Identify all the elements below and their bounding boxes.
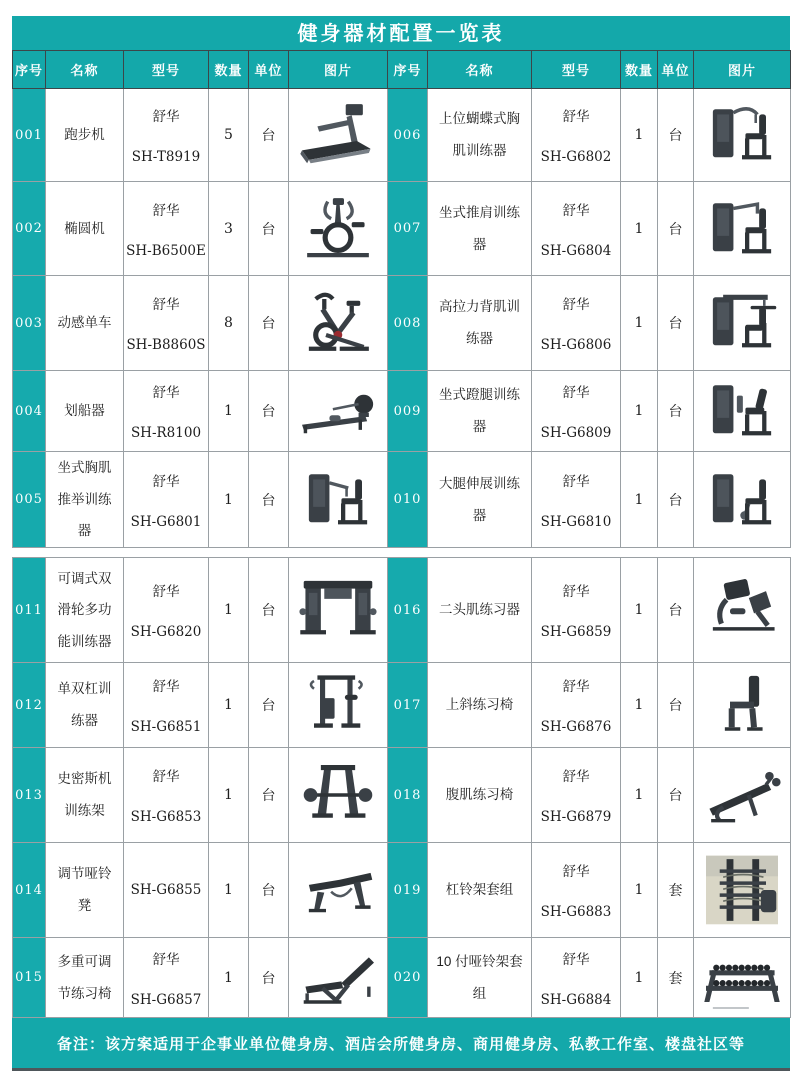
unit-value: 台 <box>249 558 289 663</box>
row-serial: 015 <box>13 938 46 1018</box>
table-row <box>13 748 791 843</box>
equipment-model-cell <box>124 371 209 452</box>
equipment-photo-cell <box>694 89 791 182</box>
model-stack <box>124 882 208 898</box>
equipment-table-bottom <box>12 557 791 1018</box>
equipment-photo-cell <box>694 938 791 1018</box>
equipment-name: 史密斯机训练架 <box>46 748 124 843</box>
equipment-model-cell <box>532 558 621 663</box>
unit-value: 套 <box>658 843 694 938</box>
model-stack <box>124 765 208 825</box>
column-header-left-1: 名称 <box>46 51 124 89</box>
unit-value: 台 <box>249 371 289 452</box>
equipment-name: 二头肌练习器 <box>428 558 532 663</box>
model-stack <box>124 199 208 259</box>
equipment-photo-cell <box>289 748 388 843</box>
equipment-model-cell <box>532 843 621 938</box>
model-number: SH-G6809 <box>540 425 612 441</box>
chest-press-machine-photo <box>290 464 386 536</box>
column-header-right-3: 数量 <box>621 51 658 89</box>
equipment-model-cell <box>532 276 621 371</box>
equipment-model-cell <box>124 748 209 843</box>
model-stack <box>532 948 620 1008</box>
equipment-model-cell <box>124 276 209 371</box>
brand-name: 舒华 <box>152 297 180 312</box>
treadmill-photo <box>290 99 386 171</box>
table-row <box>13 843 791 938</box>
row-serial: 019 <box>388 843 428 938</box>
column-header-left-3: 数量 <box>209 51 249 89</box>
column-header-left-5: 图片 <box>289 51 388 89</box>
equipment-model-cell <box>532 748 621 843</box>
rowing-machine-photo <box>290 375 386 447</box>
unit-value: 台 <box>658 558 694 663</box>
unit-value: 台 <box>658 182 694 276</box>
equipment-photo-cell <box>289 89 388 182</box>
model-stack <box>124 105 208 165</box>
row-serial: 009 <box>388 371 428 452</box>
spin-bike-photo <box>290 287 386 359</box>
model-stack <box>532 293 620 353</box>
model-number: SH-G6884 <box>540 991 612 1008</box>
unit-value: 台 <box>249 843 289 938</box>
row-serial: 004 <box>13 371 46 452</box>
row-serial: 003 <box>13 276 46 371</box>
model-number: SH-T8919 <box>131 149 201 165</box>
equipment-photo-cell <box>289 182 388 276</box>
brand-name: 舒华 <box>152 109 180 124</box>
brand-name: 舒华 <box>562 109 590 124</box>
column-header-left-0: 序号 <box>13 51 46 89</box>
model-number: SH-G6802 <box>540 149 612 165</box>
row-serial: 001 <box>13 89 46 182</box>
equipment-photo-cell <box>289 663 388 748</box>
table-row <box>13 938 791 1018</box>
equipment-model-cell <box>532 452 621 548</box>
equipment-name: 单双杠训练器 <box>46 663 124 748</box>
brand-name: 舒华 <box>152 951 180 967</box>
quantity-value: 1 <box>621 663 658 748</box>
model-number: SH-G6851 <box>130 719 202 736</box>
equipment-name: 10 付哑铃架套组 <box>428 938 532 1018</box>
equipment-name: 坐式蹬腿训练器 <box>428 371 532 452</box>
equipment-photo-cell <box>289 938 388 1018</box>
equipment-photo-cell <box>289 558 388 663</box>
quantity-value: 1 <box>209 843 249 938</box>
row-serial: 011 <box>13 558 46 663</box>
model-stack <box>532 105 620 165</box>
brand-name: 舒华 <box>562 584 590 600</box>
equipment-model-cell <box>532 89 621 182</box>
model-number: SH-G6804 <box>540 242 612 259</box>
equipment-photo-cell <box>694 748 791 843</box>
model-number: SH-G6855 <box>130 882 202 899</box>
quantity-value: 1 <box>621 558 658 663</box>
equipment-photo-cell <box>694 371 791 452</box>
table-row <box>13 276 791 371</box>
functional-trainer-photo <box>290 574 386 646</box>
model-number: SH-G6883 <box>540 904 612 921</box>
column-header-right-1: 名称 <box>428 51 532 89</box>
brand-name: 舒华 <box>152 769 180 785</box>
unit-value: 台 <box>658 89 694 182</box>
model-number: SH-G6879 <box>540 809 612 826</box>
model-number: SH-R8100 <box>130 425 202 441</box>
equipment-name: 上位蝴蝶式胸肌训练器 <box>428 89 532 182</box>
preacher-curl-bench-photo <box>695 574 789 646</box>
equipment-name: 坐式推肩训练器 <box>428 182 532 276</box>
equipment-model-cell <box>124 938 209 1018</box>
pec-fly-machine-photo <box>695 99 789 171</box>
brand-name: 舒华 <box>562 473 590 489</box>
quantity-value: 1 <box>621 276 658 371</box>
quantity-value: 1 <box>621 938 658 1018</box>
remarks-note: 备注：该方案适用于企事业单位健身房、酒店会所健身房、商用健身房、私教工作室、楼盘社区等 <box>12 1018 790 1071</box>
equipment-photo-cell <box>289 843 388 938</box>
unit-value: 台 <box>249 182 289 276</box>
equipment-model-cell <box>124 182 209 276</box>
column-header-row <box>13 51 791 89</box>
lat-pulldown-machine-photo <box>695 287 789 359</box>
equipment-photo-cell <box>694 452 791 548</box>
equipment-model-cell <box>532 371 621 452</box>
table-row <box>13 371 791 452</box>
equipment-model-cell <box>124 558 209 663</box>
elliptical-photo <box>290 193 386 265</box>
unit-value: 台 <box>249 276 289 371</box>
brand-name: 舒华 <box>562 864 590 880</box>
row-serial: 008 <box>388 276 428 371</box>
table-row <box>13 558 791 663</box>
quantity-value: 1 <box>621 371 658 452</box>
model-stack <box>532 860 620 920</box>
quantity-value: 1 <box>209 558 249 663</box>
unit-value: 台 <box>658 371 694 452</box>
equipment-name: 跑步机 <box>46 89 124 182</box>
model-stack <box>532 675 620 735</box>
model-number: SH-G6810 <box>540 513 612 530</box>
shoulder-press-machine-photo <box>695 193 789 265</box>
equipment-name: 高拉力背肌训练器 <box>428 276 532 371</box>
brand-name: 舒华 <box>562 769 590 785</box>
leg-extension-machine-photo <box>695 464 789 536</box>
equipment-model-cell <box>124 663 209 748</box>
quantity-value: 8 <box>209 276 249 371</box>
equipment-model-cell <box>532 663 621 748</box>
unit-value: 台 <box>658 748 694 843</box>
model-stack <box>532 765 620 825</box>
column-header-right-4: 单位 <box>658 51 694 89</box>
equipment-name: 椭圆机 <box>46 182 124 276</box>
ab-bench-photo <box>695 759 789 831</box>
row-serial: 017 <box>388 663 428 748</box>
equipment-photo-cell <box>289 452 388 548</box>
equipment-model-cell <box>124 89 209 182</box>
table-row <box>13 182 791 276</box>
equipment-model-cell <box>532 938 621 1018</box>
quantity-value: 1 <box>621 748 658 843</box>
brand-name: 舒华 <box>562 385 590 400</box>
brand-name: 舒华 <box>152 385 180 400</box>
model-number: SH-G6857 <box>130 991 202 1008</box>
equipment-photo-cell <box>289 371 388 452</box>
smith-machine-photo <box>290 759 386 831</box>
model-stack <box>124 293 208 353</box>
column-header-left-4: 单位 <box>249 51 289 89</box>
table-row <box>13 663 791 748</box>
model-number: SH-G6859 <box>540 624 612 641</box>
brand-name: 舒华 <box>562 951 590 967</box>
unit-value: 套 <box>658 938 694 1018</box>
page-title: 健身器材配置一览表 <box>12 16 790 50</box>
equipment-name: 动感单车 <box>46 276 124 371</box>
equipment-name: 杠铃架套组 <box>428 843 532 938</box>
model-number: SH-B6500E <box>126 242 206 259</box>
equipment-name: 调节哑铃凳 <box>46 843 124 938</box>
equipment-photo-cell <box>694 843 791 938</box>
quantity-value: 5 <box>209 89 249 182</box>
equipment-name: 可调式双滑轮多功能训练器 <box>46 558 124 663</box>
row-serial: 013 <box>13 748 46 843</box>
equipment-table-top <box>12 50 791 548</box>
unit-value: 台 <box>249 663 289 748</box>
model-number: SH-G6801 <box>130 513 202 530</box>
unit-value: 台 <box>249 89 289 182</box>
model-stack <box>124 580 208 640</box>
equipment-photo-cell <box>694 182 791 276</box>
quantity-value: 1 <box>209 452 249 548</box>
equipment-name: 上斜练习椅 <box>428 663 532 748</box>
table-block-divider <box>12 548 790 557</box>
equipment-name: 划船器 <box>46 371 124 452</box>
column-header-left-2: 型号 <box>124 51 209 89</box>
model-stack <box>124 675 208 735</box>
equipment-model-cell <box>124 843 209 938</box>
equipment-model-cell <box>532 182 621 276</box>
quantity-value: 1 <box>209 371 249 452</box>
adjustable-bench-photo <box>290 854 386 926</box>
brand-name: 舒华 <box>152 202 180 218</box>
equipment-name: 坐式胸肌推举训练器 <box>46 452 124 548</box>
unit-value: 台 <box>249 452 289 548</box>
brand-name: 舒华 <box>562 679 590 695</box>
model-stack <box>124 948 208 1008</box>
equipment-name: 大腿伸展训练器 <box>428 452 532 548</box>
leg-press-machine-photo <box>695 375 789 447</box>
row-serial: 012 <box>13 663 46 748</box>
equipment-model-cell <box>124 452 209 548</box>
row-serial: 005 <box>13 452 46 548</box>
model-number: SH-G6853 <box>130 809 202 826</box>
model-number: SH-G6806 <box>540 337 612 353</box>
equipment-photo-cell <box>694 663 791 748</box>
model-stack <box>124 381 208 441</box>
quantity-value: 1 <box>621 452 658 548</box>
model-stack <box>532 470 620 530</box>
equipment-photo-cell <box>694 558 791 663</box>
row-serial: 010 <box>388 452 428 548</box>
model-stack <box>124 470 208 530</box>
equipment-config-sheet <box>12 16 790 1071</box>
incline-chair-photo <box>695 669 789 741</box>
quantity-value: 1 <box>621 182 658 276</box>
model-stack <box>532 381 620 441</box>
model-stack <box>532 199 620 259</box>
brand-name: 舒华 <box>562 297 590 312</box>
brand-name: 舒华 <box>152 584 180 600</box>
unit-value: 台 <box>658 452 694 548</box>
brand-name: 舒华 <box>152 473 180 489</box>
quantity-value: 1 <box>209 663 249 748</box>
unit-value: 台 <box>658 663 694 748</box>
table-row <box>13 89 791 182</box>
dumbbell-rack-photo <box>695 942 789 1014</box>
row-serial: 018 <box>388 748 428 843</box>
unit-value: 台 <box>249 938 289 1018</box>
unit-value: 台 <box>658 276 694 371</box>
row-serial: 006 <box>388 89 428 182</box>
brand-name: 舒华 <box>562 202 590 218</box>
quantity-value: 1 <box>621 89 658 182</box>
row-serial: 002 <box>13 182 46 276</box>
equipment-name: 腹肌练习椅 <box>428 748 532 843</box>
barbell-rack-photo <box>695 854 789 926</box>
row-serial: 007 <box>388 182 428 276</box>
quantity-value: 1 <box>209 748 249 843</box>
brand-name: 舒华 <box>152 679 180 695</box>
multi-adjustable-bench-photo <box>290 942 386 1014</box>
model-number: SH-G6820 <box>130 624 202 641</box>
quantity-value: 1 <box>621 843 658 938</box>
model-number: SH-B8860S <box>126 337 206 353</box>
column-header-right-5: 图片 <box>694 51 791 89</box>
table-row <box>13 452 791 548</box>
equipment-photo-cell <box>289 276 388 371</box>
row-serial: 020 <box>388 938 428 1018</box>
model-number: SH-G6876 <box>540 719 612 736</box>
row-serial: 016 <box>388 558 428 663</box>
unit-value: 台 <box>249 748 289 843</box>
chin-dip-tower-photo <box>290 669 386 741</box>
quantity-value: 1 <box>209 938 249 1018</box>
column-header-right-0: 序号 <box>388 51 428 89</box>
column-header-right-2: 型号 <box>532 51 621 89</box>
quantity-value: 3 <box>209 182 249 276</box>
equipment-name: 多重可调节练习椅 <box>46 938 124 1018</box>
row-serial: 014 <box>13 843 46 938</box>
equipment-photo-cell <box>694 276 791 371</box>
model-stack <box>532 580 620 640</box>
